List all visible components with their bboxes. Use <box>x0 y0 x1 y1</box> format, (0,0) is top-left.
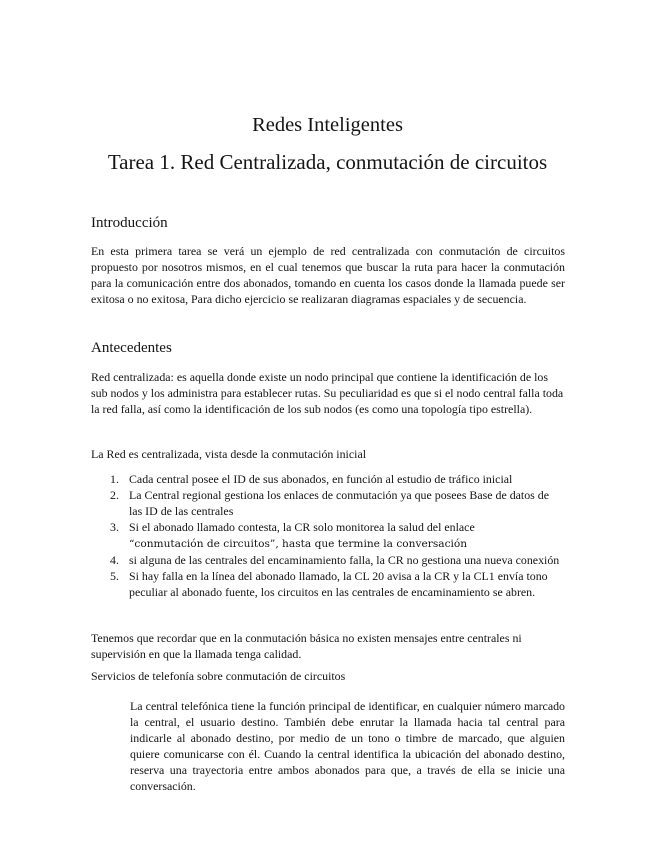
numbered-list <box>91 471 565 600</box>
list-item: 1. Cada central posee el ID de sus abonados, en función al estudio de tráfico inicial <box>110 472 513 486</box>
background-paragraph: Red centralizada: es aquella donde existe un nodo principal que contiene la identificación de los sub nodos y los administra para establecer rutas. Su peculiaridad es que si el nodo central falla toda la red falla, así como la identificación de los sub nodos (es como una topología tipo estrella). <box>91 370 564 416</box>
list-item: 3. Si el abonado llamado contesta, la CR solo monitorea la salud del enlace “conmutación de circuitos”, hasta que termine la conversación <box>110 520 475 550</box>
list-intro: La Red es centralizada, vista desde la conmutación inicial <box>91 447 367 461</box>
section-heading-background: Antecedentes <box>91 340 172 356</box>
services-quote: La central telefónica tiene la función principal de identificar, en cualquier número marcado la central, el usuario destino. También debe enrutar la llamada hacia tal central para indicarle al abonado destino, por medio de un tono o timbre de marcado, que alguien quiere comunicarse con él. Cuando la central identifica la ubicación del abonado destino, reserva una trayectoria entre ambos abonados para que, a través de ella se inicie una conversación. <box>130 699 565 793</box>
list-item: 5. Si hay falla en la línea del abonado llamado, la CL 20 avisa a la CR y la CL1 envía tono peculiar al abonado fuente, los circuitos en las centrales de encaminamiento se abren. <box>110 569 548 599</box>
list-item: 4. si alguna de las centrales del encaminamiento falla, la CR no gestiona una nueva conexión <box>110 553 560 567</box>
quoted-phrase: “conmutación de circuitos”, hasta que termine la conversación <box>129 538 468 550</box>
introduction-paragraph: En esta primera tarea se verá un ejemplo de red centralizada con conmutación de circuitos propuesto por nosotros mismos, en el cual tenemos que buscar la ruta para hacer la conmutación para la comunicación entre dos abonados, tomando en cuenta los casos donde la llamada puede ser exitosa o no exitosa, Para dicho ejercicio se realizaran diagramas espaciales y de secuencia. <box>91 244 565 306</box>
list-item: 2. La Central regional gestiona los enlaces de conmutación ya que posees Base de datos de las ID de las centrales <box>110 488 549 518</box>
section-heading-services: Servicios de telefonía sobre conmutación de circuitos <box>91 669 346 683</box>
document-subtitle: Tarea 1. Red Centralizada, conmutación de circuitos <box>107 150 548 174</box>
document-title: Redes Inteligentes <box>252 114 403 136</box>
closing-paragraph: Tenemos que recordar que en la conmutación básica no existen mensajes entre centrales ni supervisión en que la llamada tenga calidad. <box>91 631 522 661</box>
section-heading-introduction: Introducción <box>91 215 168 231</box>
